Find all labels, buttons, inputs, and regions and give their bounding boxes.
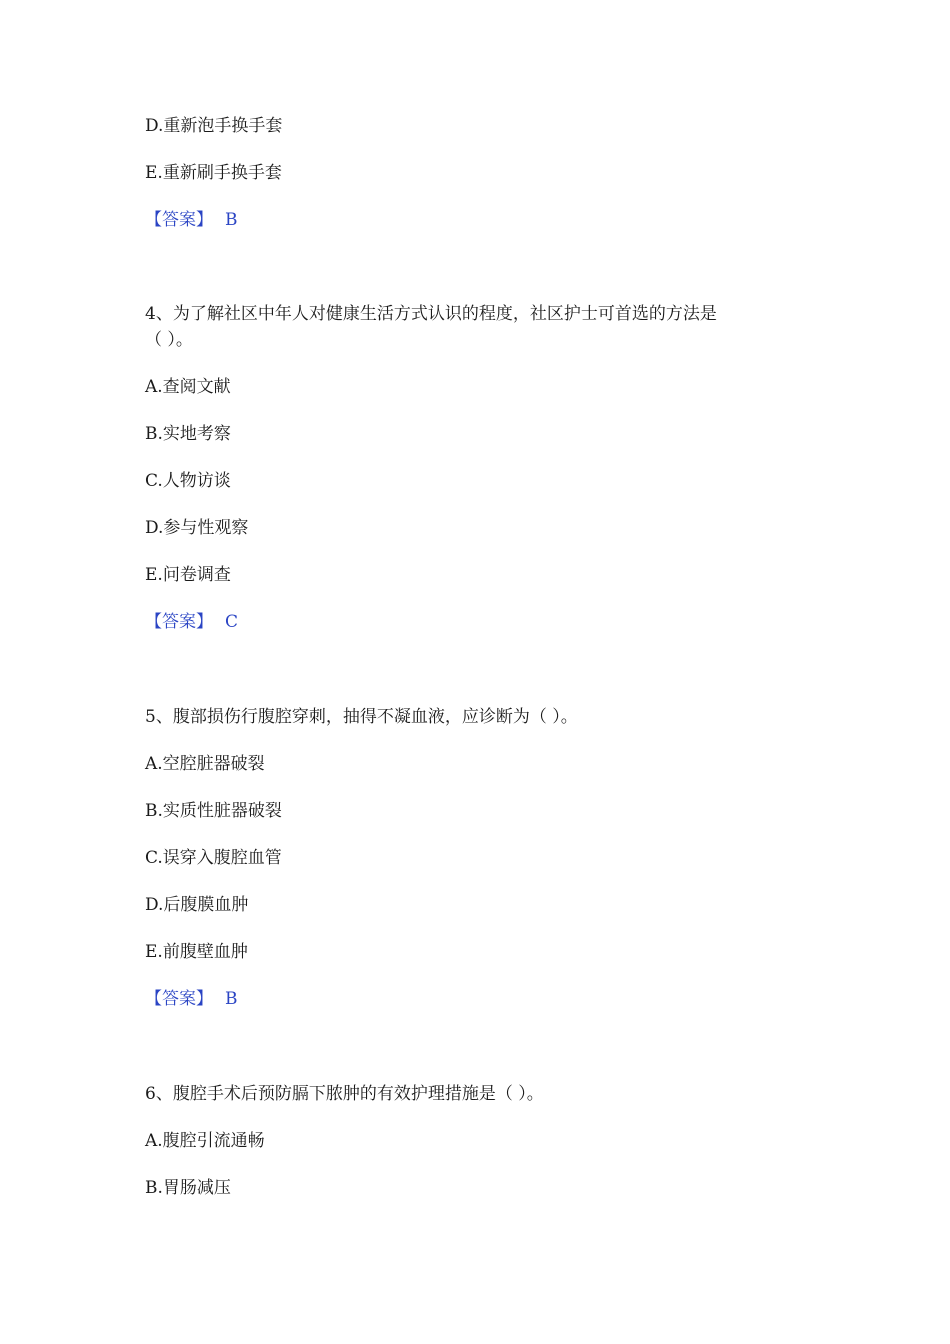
q4-stem-line2: （ ）。 — [145, 330, 193, 350]
answer-label: 【答案】 — [145, 989, 213, 1009]
q5-option-a: A.空腔脏器破裂 — [145, 754, 265, 774]
q5-stem: 5、腹部损伤行腹腔穿刺，抽得不凝血液，应诊断为（ ）。 — [145, 707, 578, 727]
q3-answer — [145, 208, 238, 232]
answer-label: 【答案】 — [145, 612, 213, 632]
answer-value: C — [225, 612, 239, 632]
q4-option-d: D.参与性观察 — [145, 518, 249, 538]
q6-option-b: B.胃肠减压 — [145, 1178, 231, 1198]
q5-option-b: B.实质性脏器破裂 — [145, 801, 282, 821]
q4-option-e: E.问卷调查 — [145, 565, 231, 585]
q5-option-c: C.误穿入腹腔血管 — [145, 848, 282, 868]
answer-label: 【答案】 — [145, 210, 213, 230]
q4-stem-line1: 4、为了解社区中年人对健康生活方式认识的程度，社区护士可首选的方法是 — [145, 304, 717, 324]
q3-option-d: D.重新泡手换手套 — [145, 116, 283, 136]
q4-option-a: A.查阅文献 — [145, 377, 231, 397]
answer-value: B — [225, 210, 238, 230]
q3-option-e: E.重新刷手换手套 — [145, 163, 282, 183]
q4-answer — [145, 610, 238, 634]
q6-stem: 6、腹腔手术后预防膈下脓肿的有效护理措施是（ ）。 — [145, 1084, 544, 1104]
q4-option-c: C.人物访谈 — [145, 471, 231, 491]
q5-answer — [145, 987, 238, 1011]
q5-option-d: D.后腹膜血肿 — [145, 895, 249, 915]
q6-option-a: A.腹腔引流通畅 — [145, 1131, 265, 1151]
q4-option-b: B.实地考察 — [145, 424, 231, 444]
q5-option-e: E.前腹壁血肿 — [145, 942, 248, 962]
answer-value: B — [225, 989, 238, 1009]
